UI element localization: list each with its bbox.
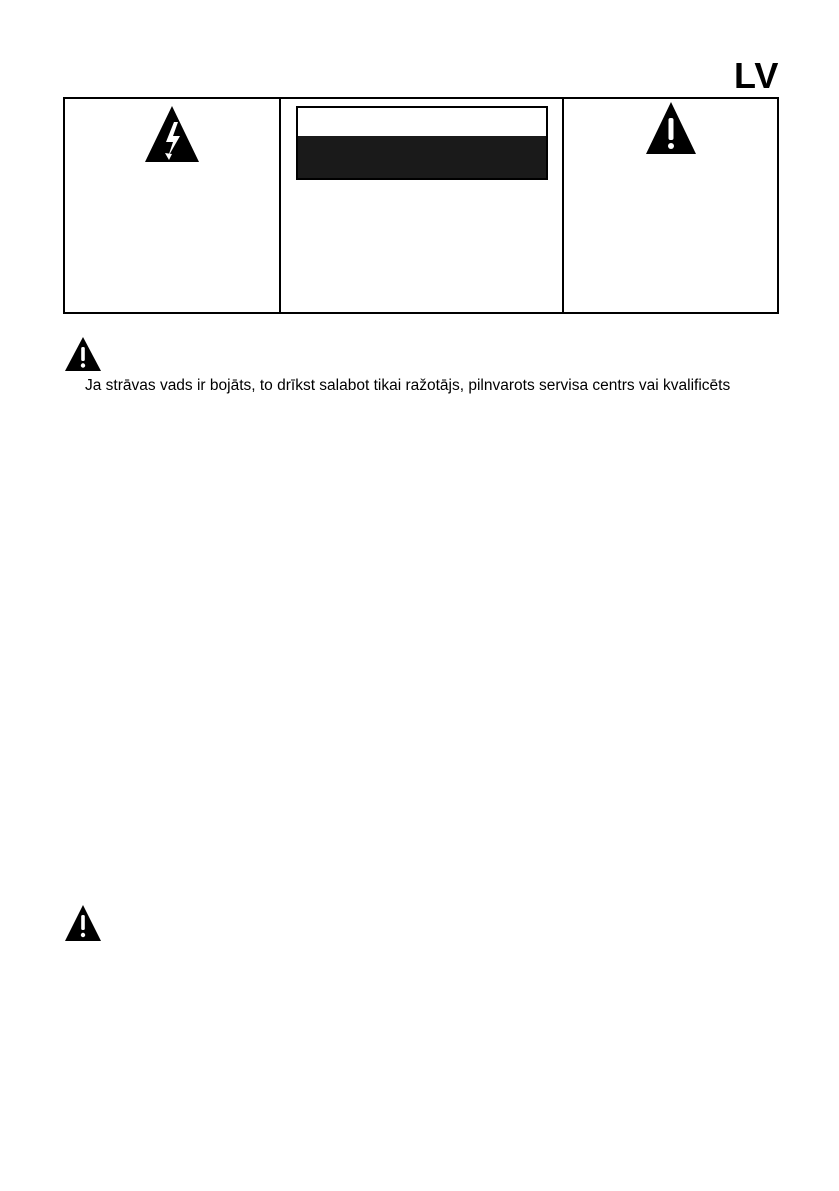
- caution-label-bar: [298, 136, 546, 178]
- exclamation-warning-icon: [64, 336, 102, 372]
- exclamation-warning-icon: [64, 904, 102, 942]
- table-divider: [279, 99, 281, 312]
- warning-symbols-table: [63, 97, 779, 314]
- language-badge: LV: [734, 55, 780, 96]
- lightning-warning-icon: [143, 104, 201, 164]
- table-divider: [562, 99, 564, 312]
- power-cord-note: Ja strāvas vads ir bojāts, to drīkst salabot tikai ražotājs, pilnvarots servisa centrs vai kvalificēts: [85, 377, 731, 394]
- exclamation-warning-icon: [645, 101, 697, 155]
- caution-label-box: [296, 106, 548, 180]
